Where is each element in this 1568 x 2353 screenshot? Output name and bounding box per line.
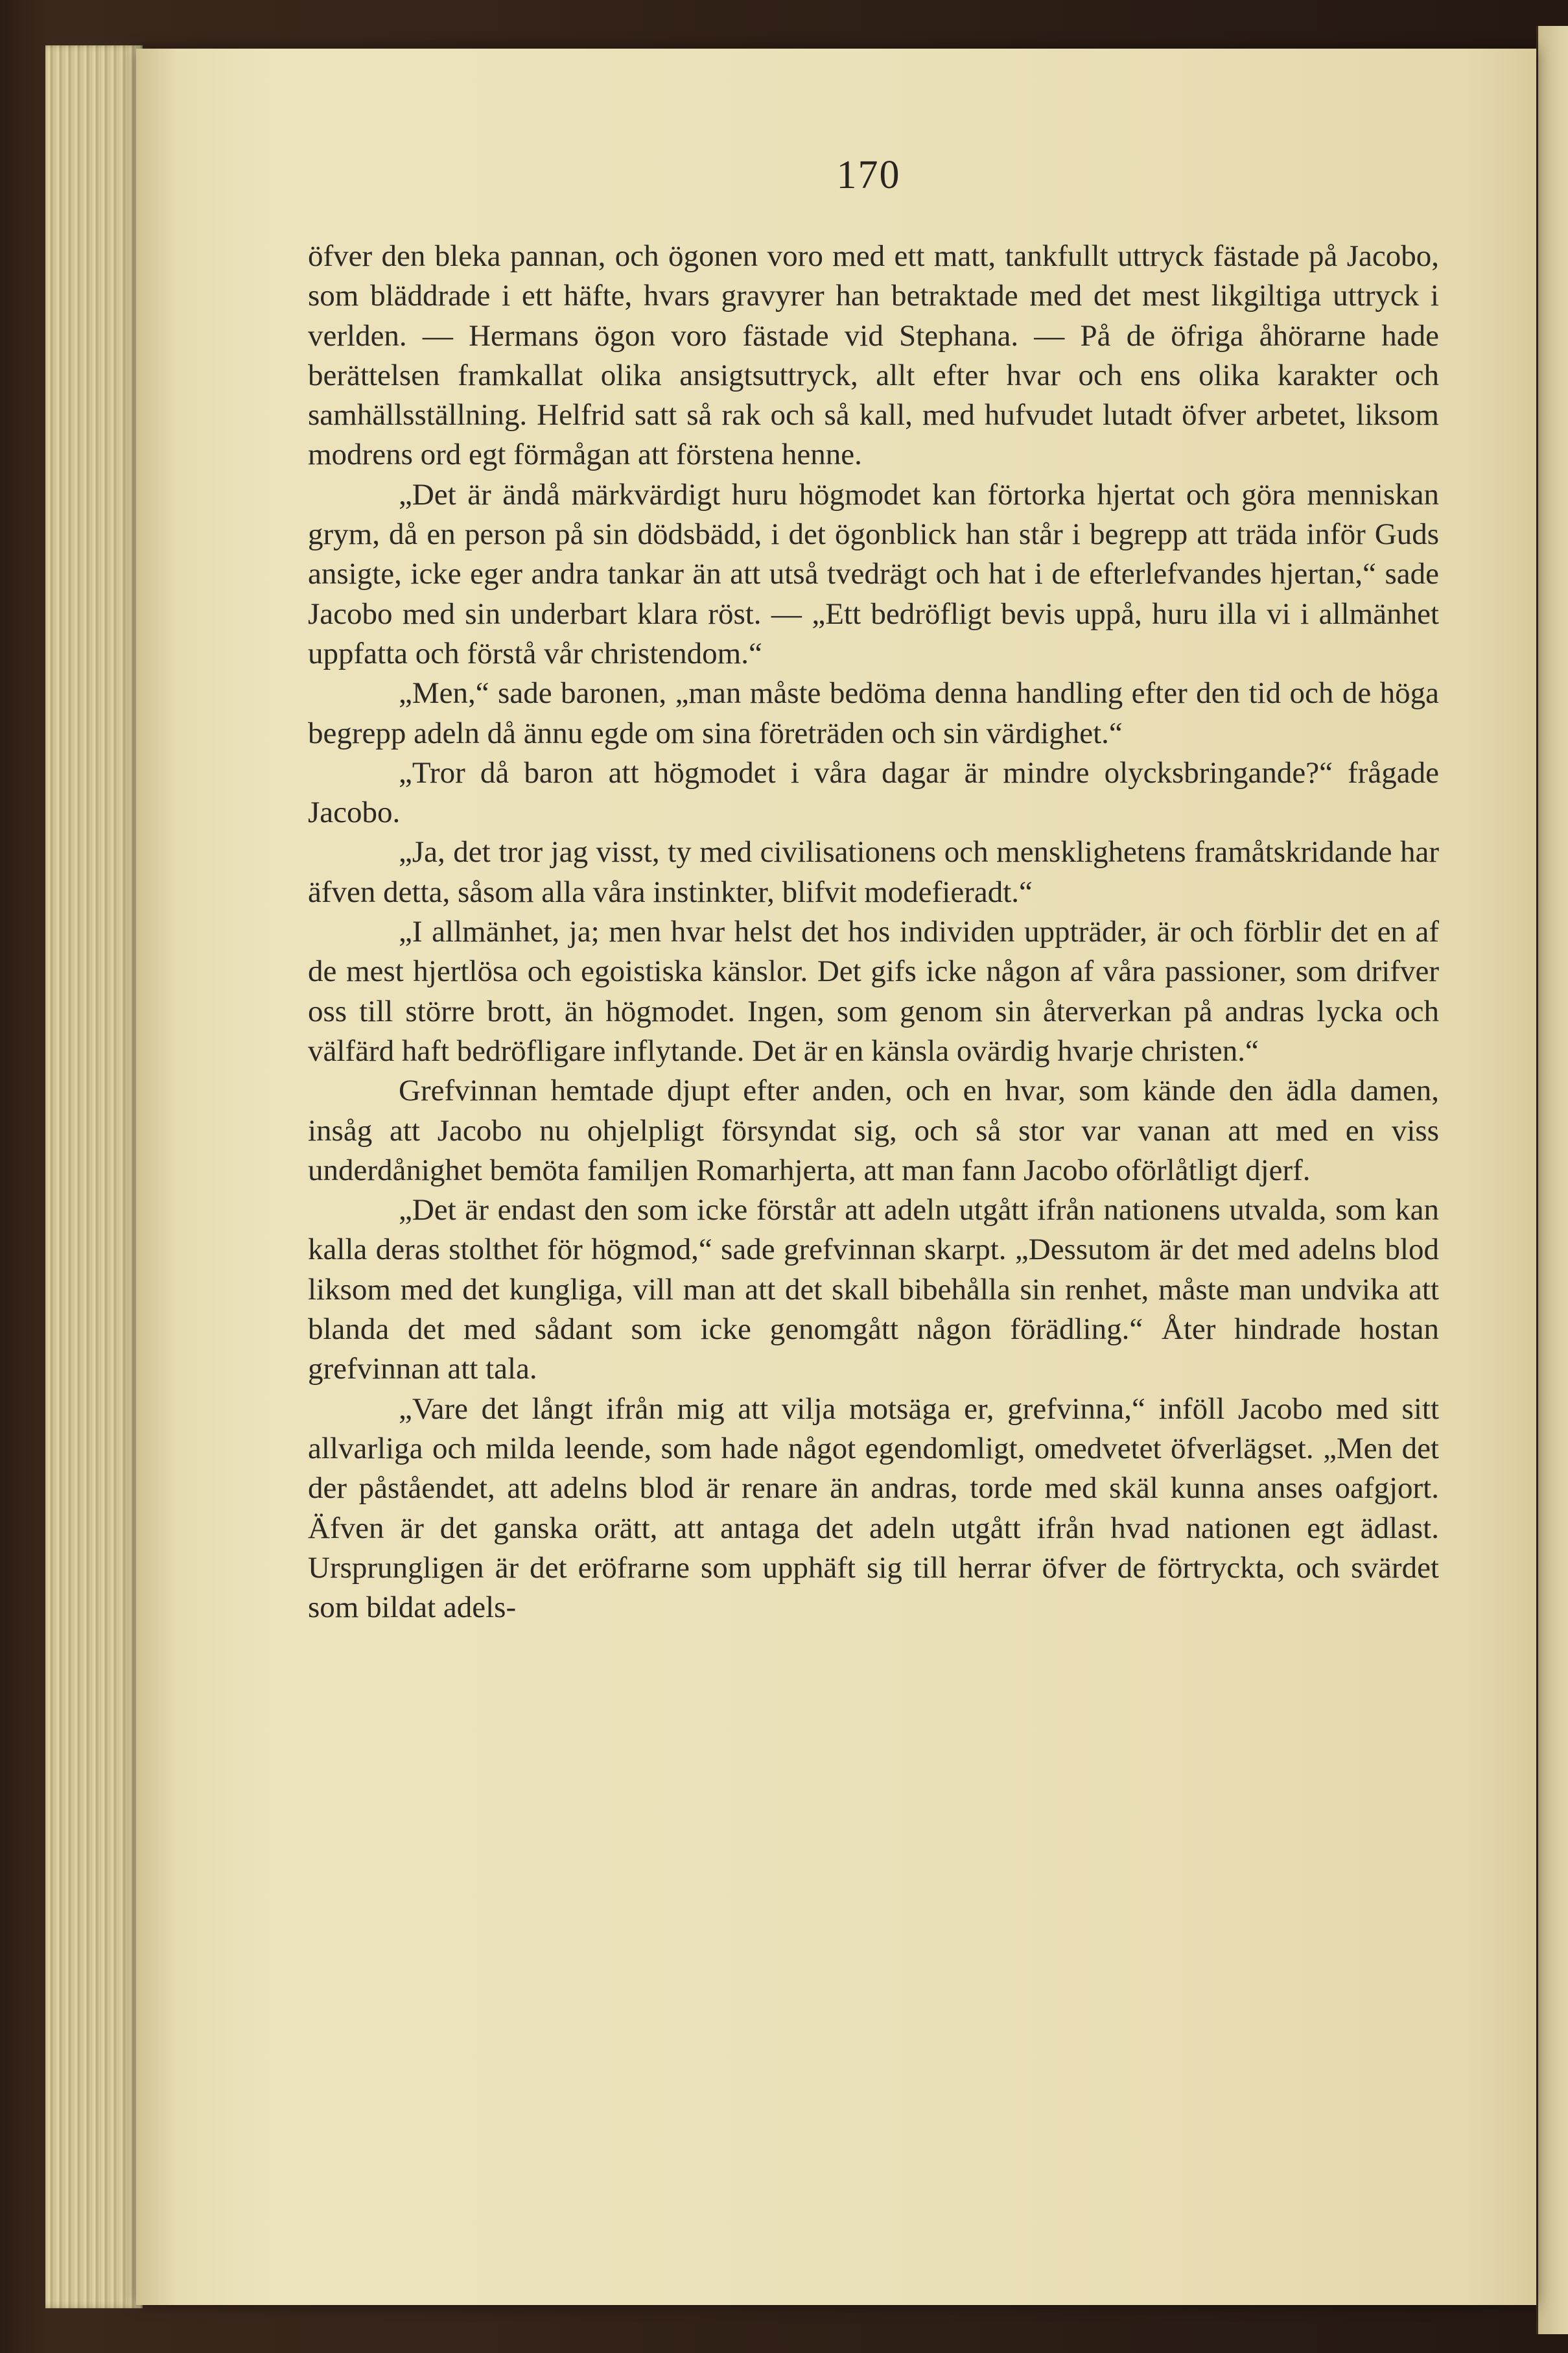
- page-number: 170: [836, 153, 901, 197]
- body-text: [308, 237, 1439, 1627]
- paragraph: „I allmänhet, ja; men hvar helst det hos individen uppträder, är och förblir det en af de mest hjertlösa och egoistiska känslor. Det gifs icke någon af våra passioner, som drifver oss till större brott, än högmodet. Ingen, som genom sin återverkan på andras lycka och välfärd haft bedröfligare inflytande. Det är en känsla ovärdig hvarje christen.“: [308, 915, 1439, 1068]
- paragraph: öfver den bleka pannan, och ögonen voro med ett matt, tankfullt uttryck fästade på Jacobo, som bläddrade i ett häfte, hvars gravyrer han betraktade med det mest likgiltiga uttryck i verlden. — Hermans ögon voro fästade vid Stephana. — På de öfriga åhörarne hade berättelsen framkallat olika ansigtsuttryck, allt efter hvar och ens olika karakter och samhällsställning. Helfrid satt så rak och så kall, med hufvudet lutadt öfver arbetet, liksom modrens ord egt förmågan att förstena henne.: [308, 239, 1439, 472]
- book-page-edges: [45, 45, 143, 2308]
- paragraph: „Det är endast den som icke förstår att adeln utgått ifrån nationens utvalda, som kan kalla deras stolthet för högmod,“ sade grefvinnan skarpt. „Dessutom är det med adelns blod liksom med det kungliga, vill man att det skall bibehålla sin renhet, måste man undvika att blanda det med sådant som icke genomgått någon förädling.“ Åter hindrade hostan grefvinnan att tala.: [308, 1193, 1439, 1386]
- paragraph: „Ja, det tror jag visst, ty med civilisationens och mensklighetens framåtskridande har äfven detta, såsom alla våra instinkter, blifvit modefieradt.“: [308, 835, 1439, 909]
- paragraph: „Men,“ sade baronen, „man måste bedöma denna handling efter den tid och de höga begrepp adeln då ännu egde om sina företräden och sin värdighet.“: [308, 676, 1439, 750]
- paragraph: „Vare det långt ifrån mig att vilja motsäga er, grefvinna,“ inföll Jacobo med sitt allvarliga och milda leende, som hade något egendomligt, omedvetet öfverlägset. „Men det der påståendet, att adelns blod är renare än andras, torde med skäl kunna anses oafgjort. Äfven är det ganska orätt, att antaga det adeln utgått ifrån hvad nationen egt ädlast. Ursprungligen är det eröfrarne som upphäft sig till herrar öfver de förtryckta, och svärdet som bildat adels-: [308, 1391, 1439, 1625]
- paragraph: „Det är ändå märkvärdigt huru högmodet kan förtorka hjertat och göra menniskan grym, då en person på sin dödsbädd, i det ögonblick han står i begrepp att träda inför Guds ansigte, icke eger andra tankar än att utså tvedrägt och hat i de efterlefvandes hjertan,“ sade Jacobo med sin underbart klara röst. — „Ett bedröfligt bevis uppå, huru illa vi i allmänhet uppfatta och förstå vår christendom.“: [308, 477, 1439, 670]
- paragraph: „Tror då baron att högmodet i våra dagar är mindre olycksbringande?“ frågade Jacobo.: [308, 755, 1439, 830]
- paragraph: Grefvinnan hemtade djupt efter anden, och en hvar, som kände den ädla damen, insåg att Jacobo nu ohjelpligt försyndat sig, och så stor var vanan att med en viss underdånighet bemöta familjen Romarhjerta, att man fann Jacobo oförlåtligt djerf.: [308, 1074, 1439, 1187]
- next-page-edge: [1536, 26, 1568, 2334]
